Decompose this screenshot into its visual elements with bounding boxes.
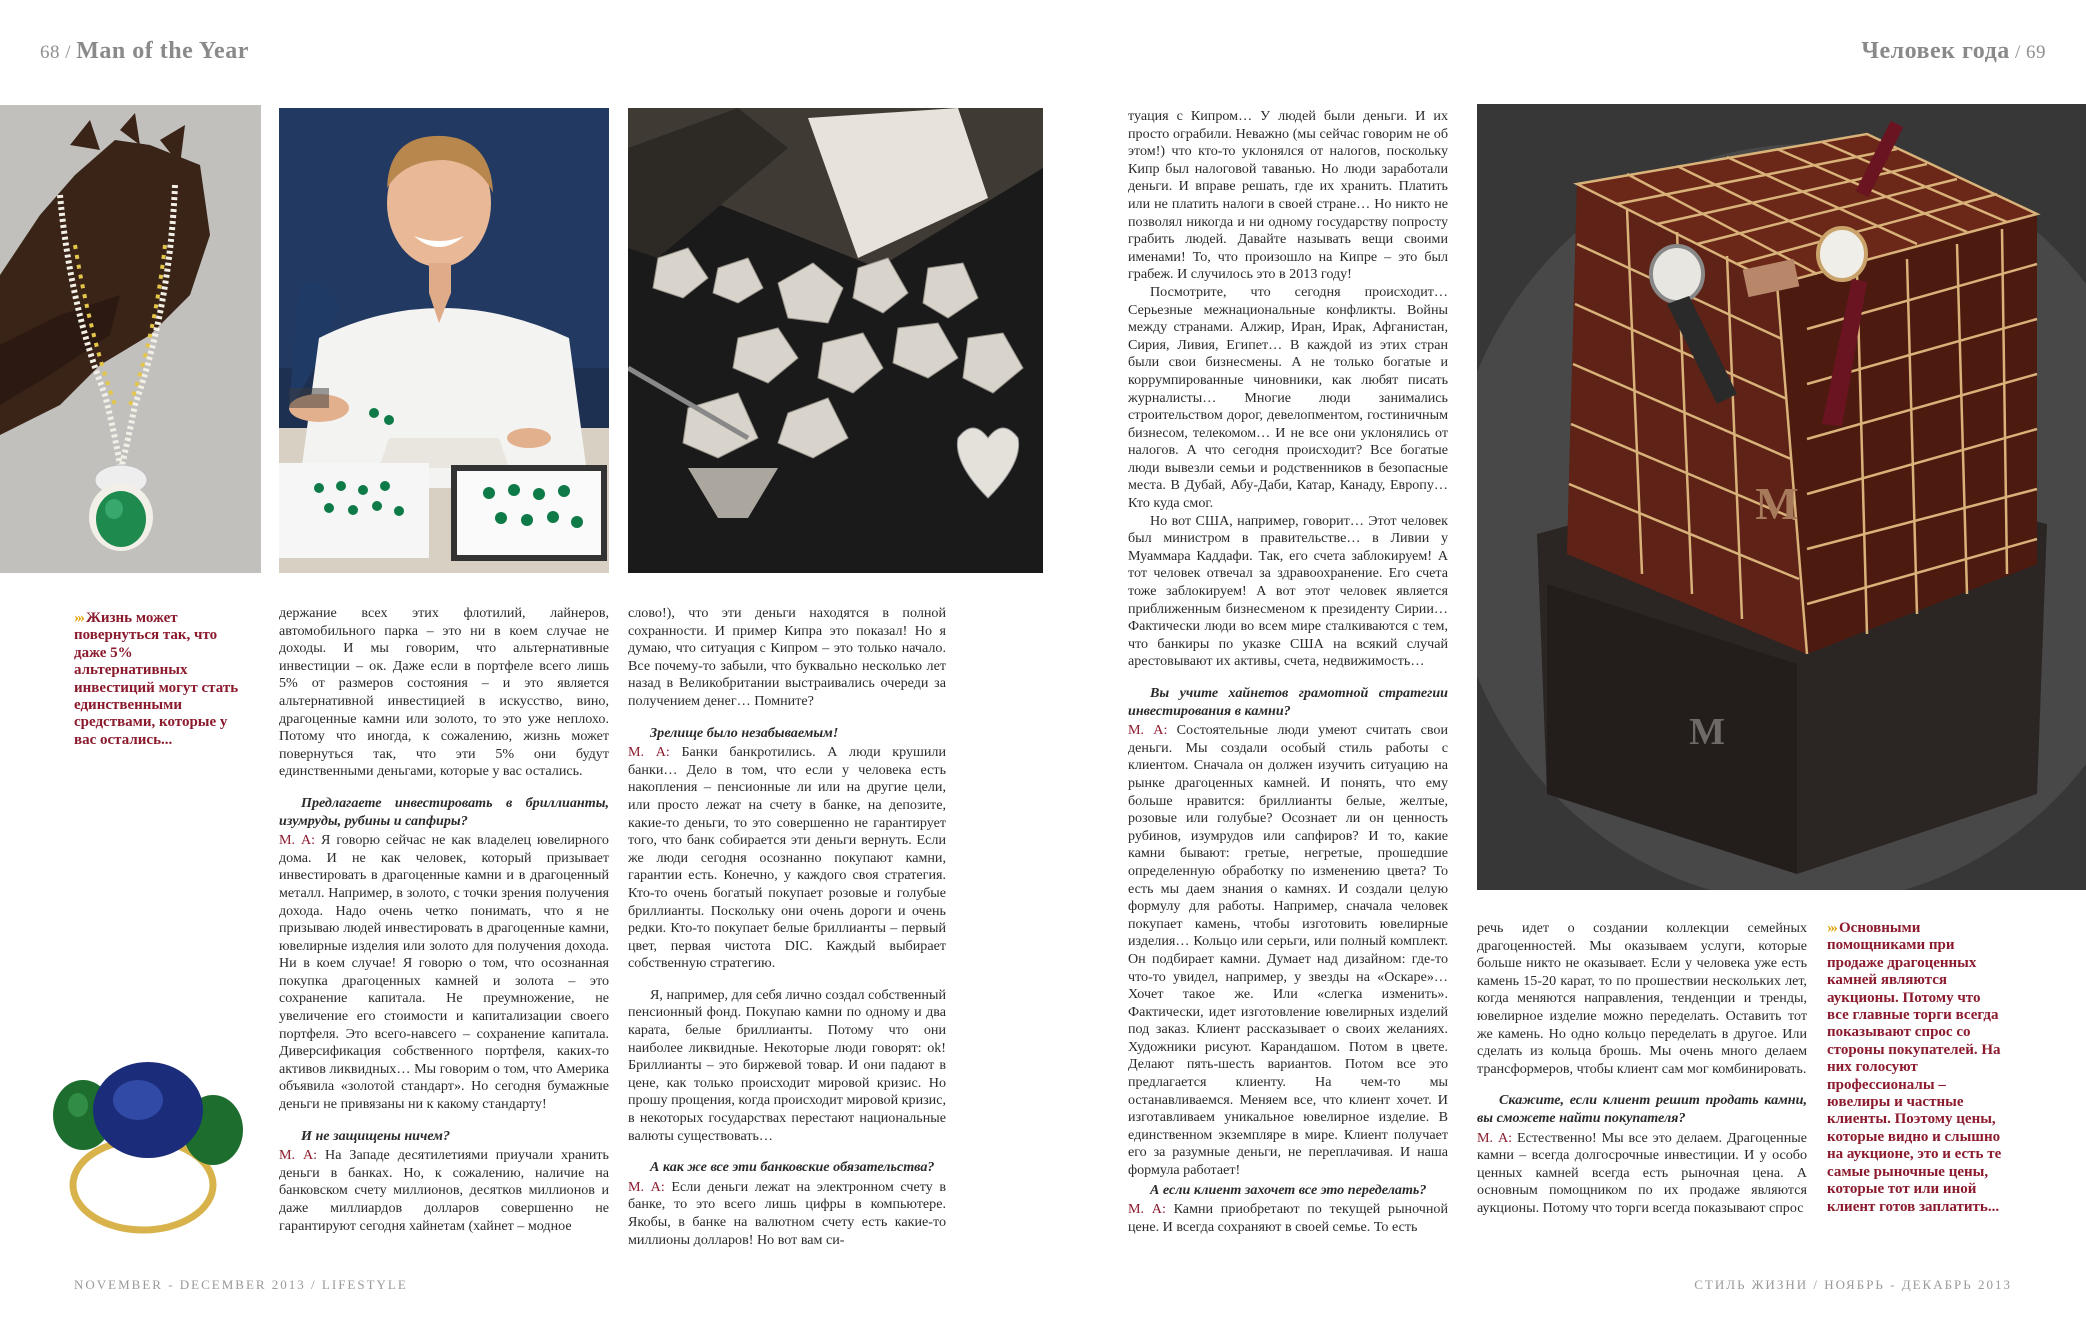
section-title-left: Man of the Year — [76, 38, 249, 64]
speaker-label: М. А: — [279, 1147, 318, 1164]
interview-question: Вы учите хайнетов грамотной стратегии инвестирования в камни? — [1128, 685, 1448, 719]
page-number-right: 69 — [2026, 42, 2046, 63]
paragraph: Но вот США, например, говорит… Этот человек был министром в правительстве… в Ливии у Муаммара Каддафи. Так, его счета заблокируем! А тот человек отвечал за здравоохранение. Его счета тоже заблокируем! А вот этот человек является приближенным бизнесменом к президенту Сирии… Фактически люди во всем мире сталкиваются с тем, что банкиры по указке США на всякий случай арестовывают их активы, счета, недвижимость… — [1128, 512, 1448, 670]
answer-text: Состоятельные люди умеют считать свои деньги. Мы создали особый стиль работы с клиентом. Сначала он должен изучить ситуацию на рынке драгоценных камней. И понять, что ему больше нравится: бриллианты белые, желтые, розовые или голубые? Осознает ли он ценность рубинов, изумрудов или сапфиров? И то, какие камни бывают: гретые, негретые, прошедшие определенную обработку по изменению цвета? То есть мы даем знания о камнях. И создали целую формулу для работы. Например, сначала человек покупает камень, чтобы изготовить ювелирные изделия… Кольцо или серьги, или полный комплект. Он подбирает камни. Думает над дизайном: где-то что-то увидел, например, у звезды на «Оскаре»… Хочет такое же. Или «слегка изменить». Фактически, идет изготовление ювелирных изделий под заказ. Клиент рассказывает о своих желаниях. Художники рисуют. Карандашом. Потом в цвете. Делают пять-шесть вариантов. Потом все это предлагается клиенту. На чем-то мы останавливаемся. Меняем все, что клиент хочет. И изготавливаем уникальное ювелирное изделие. В единственном экземпляре в мире. Клиент получает его за разумные деньги, не переплачивая. И наша формула работает! — [1128, 722, 1448, 1179]
interview-answer — [628, 1179, 946, 1249]
interview-answer — [628, 744, 946, 973]
pull-quote-left — [74, 610, 244, 749]
text-column-4 — [1477, 920, 1807, 1218]
interview-question: Предлагаете инвестировать в бриллианты, изумруды, рубины и сапфиры? — [279, 794, 609, 829]
answer-text: На Западе десятилетиями приучали хранить деньги в банках. Но, к сожалению, наличие на банковском счету миллионов, десятков миллионов и даже миллиардов долларов совершенно не гарантируют сегодня хайнетам (хайнет – модное — [279, 1147, 609, 1234]
box-monogram: M — [1755, 478, 1799, 529]
footer-left: NOVEMBER - DECEMBER 2013 / LIFESTYLE — [74, 1277, 408, 1292]
speaker-label: М. А: — [279, 832, 316, 849]
speaker-label: М. А: — [628, 744, 670, 761]
paragraph: туация с Кипром… У людей были деньги. И их просто ограбили. Неважно (мы сейчас говорим не об этом!) что кто-то уклонялся от налогов, поскольку Кипр был налоговой таванью. Но люди заработали деньги. И вправе решать, где их хранить. Платить или не платить налоги в своей стране… Но никто не позволял никогда и ни одному государству попросту грабить людей. Давайте называть вещи своими именами! То, что произошло на Кипре – это был грабеж. И случилось это в 2013 году! — [1128, 108, 1448, 283]
triple-chevron-icon: ››› — [1827, 920, 1836, 936]
paragraph: слово!), что эти деньги находятся в полной сохранности. И пример Кипра это показал! Но я думаю, что ситуация с Кипром – это только начало. Все почему-то забыли, что буквально несколько лет назад в Великобритании выстраивались очереди за получением денег… Помните? — [628, 605, 946, 709]
pull-quote-left-text: Жизнь может повернуться так, что даже 5% альтернативных инвестиций могут стать единственными средствами, которые у вас остались... — [74, 610, 239, 748]
interview-question: И не защищены ничем? — [301, 1127, 451, 1144]
interview-answer — [1128, 722, 1448, 1179]
interview-answer — [1477, 1130, 1807, 1218]
speaker-label: М. А: — [628, 1178, 665, 1195]
text-column-1 — [279, 605, 609, 1235]
section-title-right: Человек года — [1861, 38, 2010, 64]
pull-quote-right — [1827, 920, 2005, 1216]
interview-answer — [1128, 1201, 1448, 1236]
interview-answer — [279, 832, 609, 1114]
header-right — [1861, 38, 2046, 65]
header-separator-left: / — [65, 42, 72, 63]
text-column-2 — [628, 605, 946, 1249]
paragraph: речь идет о создании коллекции семейных драгоценностей. Мы оказываем услуги, которые больше никто не оказывает. Если у человека уже есть камень 15-20 карат, то по прошествии нескольких лет, когда меняются направления, тенденции и тренды, ювелирное изделие можно переделать. Оставить тот же камень. Но одно кольцо переделать в другое. Или сделать из кольца брошь. Мы очень много делаем трансформеров, чтобы клиент сам мог комбинировать. — [1477, 920, 1807, 1077]
diamonds-photo — [628, 108, 1043, 573]
ring-photo — [38, 1055, 256, 1240]
paragraph: держание всех этих флотилий, лайнеров, автомобильного парка – это ни в коем случае не доходы. И мы говорим, что альтернативные инвестиции – ок. Даже если в портфеле всего лишь 5% от размеров состояния – и это является альтернативной инвестицией в искусство, вино, драгоценные камни или золото, то это уже неплохо. Потому что иногда, к сожалению, жизнь может повернуться так, что эти 5% они будут единственными деньгами, которые у вас остались. — [279, 605, 609, 780]
answer-text: Банки банкротились. А люди крушили банки… Дело в том, что если у человека есть накопления – пенсионные ли или на другие цели, или просто лежат на счету в банке, на депозите, какие-то деньги, то это совершенно не гарантирует того, что банк собирается эти деньги вернуть. Если же люди сегодня осознанно покупают камни, гарантии есть. Конечно, у каждого своя стратегия. Кто-то очень богатый покупает розовые и голубые бриллианты. Поскольку они очень дороги и очень редки. Кто-то покупает белые бриллианты – первый цвет, первая чистота DIC. Каждый выбирает собственную стратегию. — [628, 744, 946, 972]
portrait-photo — [279, 108, 609, 573]
speaker-label: М. А: — [1128, 1201, 1166, 1218]
speaker-label: М. А: — [1477, 1129, 1513, 1146]
interview-question: Зрелище было незабываемым! — [650, 724, 839, 741]
interview-question: А как же все эти банковские обязательства? — [650, 1159, 935, 1176]
page-number-left: 68 — [40, 42, 60, 63]
text-column-3 — [1128, 108, 1448, 1236]
box-monogram-lower: M — [1689, 711, 1725, 753]
answer-text: Я говорю сейчас не как владелец ювелирного дома. И не как человек, который призывает инвестировать в драгоценные камни и в драгоценный металл. Например, в золото, с точки зрения получения дохода. Надо очень четко понимать, что я не призываю людей инвестировать в драгоценные камни, ювелирные изделия или золото для получения дохода. Ни в коем случае! Я говорю о том, что осознанная покупка драгоценных камней и золота – это сохранение капитала. Не преумножение, не увеличение его стоимости и капитализации своего портфеля. Это всего-навсего – сохранение капитала. Диверсификация собственного портфеля, каких-то активов ликвидных… Мы говорим о том, что Америка объявила «золотой стандарт». Но сегодня бумажные деньги не привязаны ни к какому стандарту! — [279, 832, 609, 1113]
answer-text: Если деньги лежат на электронном счету в банке, то это всего лишь цифры в компьютере. Якобы, в банке на валютном счету есть какие-то миллионы долларов! Но вот вам си- — [628, 1178, 946, 1248]
interview-answer — [279, 1147, 609, 1235]
answer-text: Камни приобретают по текущей рыночной цене. И всегда сохраняют в своей семье. То есть — [1128, 1201, 1448, 1235]
answer-text: Естественно! Мы все это делаем. Драгоценные камни – всегда долгосрочные инвестиции. И у особо ценных камней всегда есть рыночная цена. А основным помощником по их продаже являются аукционы. Потому что торги всегда показывают спрос — [1477, 1129, 1807, 1216]
necklace-photo — [0, 105, 261, 573]
footer-right: СТИЛЬ ЖИЗНИ / НОЯБРЬ - ДЕКАБРЬ 2013 — [1694, 1277, 2012, 1292]
interview-question: Скажите, если клиент решит продать камни, вы сможете найти покупателя? — [1477, 1092, 1807, 1126]
paragraph: Я, например, для себя лично создал собственный пенсионный фонд. Покупаю камни по одному и два карата, белые бриллианты. Потому что они наиболее ликвидные. Некоторые люди говорят: ok! Бриллианты – это биржевой товар. И они падают в цене, как только происходит мировой кризис. Но прошу прощения, когда происходит мировой кризис, в некоторых государствах перестают национальные валюты существовать… — [628, 986, 946, 1144]
interview-question: А если клиент захочет все это переделать? — [1150, 1181, 1427, 1198]
triple-chevron-icon: ››› — [74, 610, 83, 626]
header-separator-right: / — [2014, 42, 2021, 63]
pull-quote-right-text: Основными помощниками при продаже драгоценных камней являются аукционы. Потому что все главные торги всегда показывают спрос со стороны покупателей. На них голосуют профессионалы – ювелиры и частные клиенты. Поэтому цены, которые видно и слышно на аукционе, это и есть те самые рыночные цены, которые тот или иной клиент готов заплатить... — [1827, 920, 2002, 1215]
paragraph: Посмотрите, что сегодня происходит… Серьезные межнациональные конфликты. Войны между странами. Алжир, Иран, Ирак, Афганистан, Сирия, Ливия, Египет… В каждой из этих стран были свои бизнесмены. А не только богатые и коррумпированные чиновники, как любят писать журналисты… Многие люди занимались строительством дорог, девелопментом, гостиничным бизнесом, телекомом… И не все они уклонялись от налогов. А что сегодня происходит? Все богатые люди вывезли семьи и родственников в безопасные места. В Дубай, Абу-Даби, Катар, Канаду, Европу… Кто куда смог. — [1128, 283, 1448, 512]
header-left — [40, 38, 249, 65]
watch-box-photo — [1477, 104, 2086, 890]
speaker-label: М. А: — [1128, 722, 1168, 739]
